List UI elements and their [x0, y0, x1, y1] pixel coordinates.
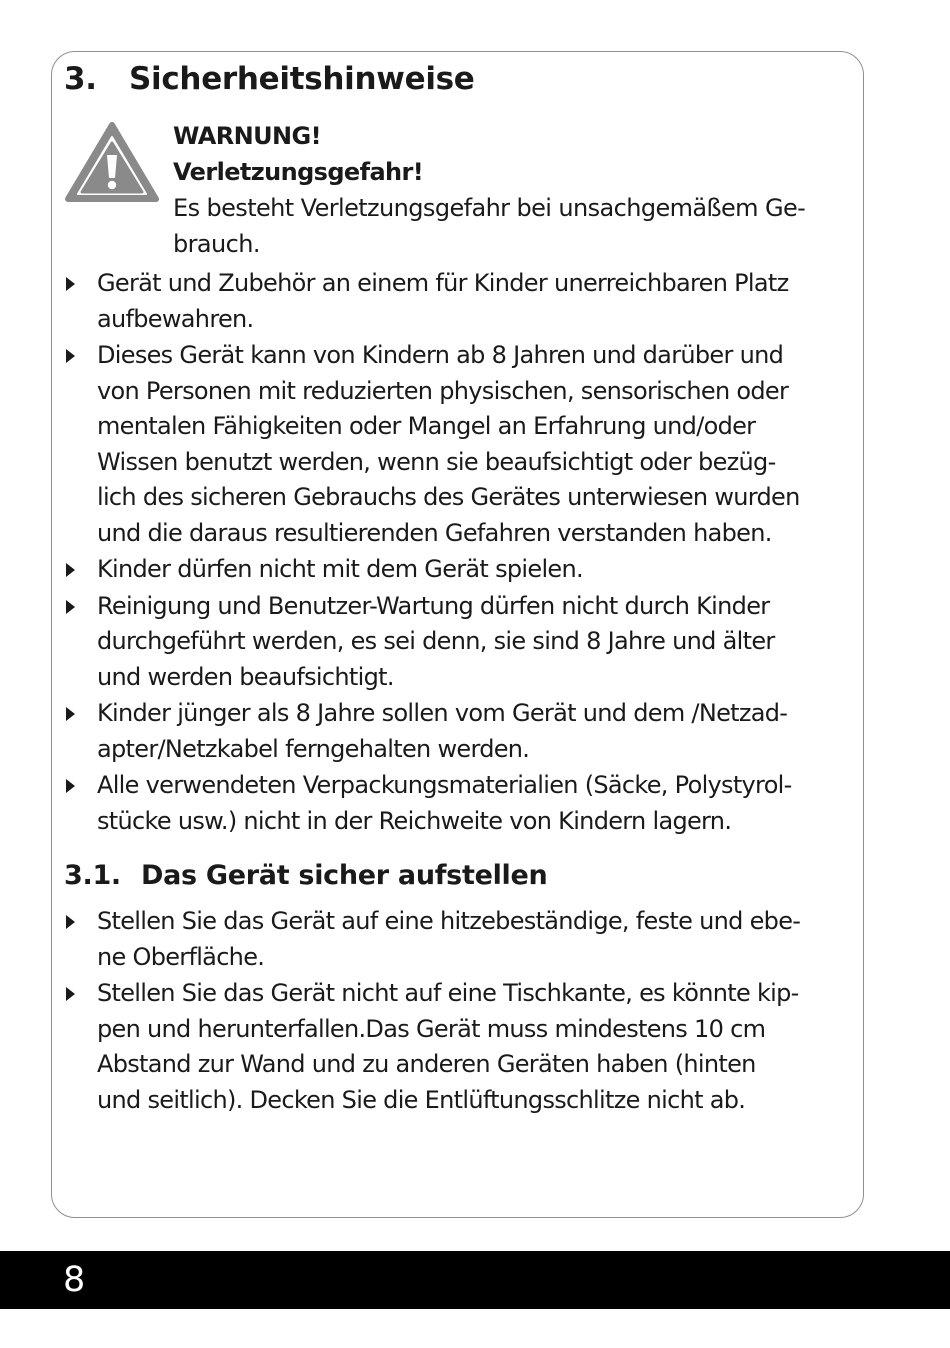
- item-line: Kinder dürfen nicht mit dem Gerät spielen.: [97, 555, 583, 583]
- item-line: aufbewahren.: [97, 304, 254, 333]
- bullet-arrow-icon: [66, 987, 75, 1001]
- bullet-arrow-icon: [66, 915, 75, 929]
- item-line: Alle verwendeten Verpackungsmaterialien (Säcke, Polystyrol-: [97, 771, 792, 799]
- list-item: [66, 266, 856, 337]
- bullet-arrow-icon: [66, 600, 75, 614]
- warning-hazard: Verletzungsgefahr!: [173, 158, 424, 186]
- warning-box: [173, 118, 853, 262]
- bullet-arrow-icon: [66, 779, 75, 793]
- subsection-number: 3.1.: [64, 860, 121, 891]
- list-item: [66, 768, 856, 839]
- footer-bar: [0, 1251, 950, 1309]
- safety-list: [66, 266, 856, 840]
- page-number: 8: [63, 1260, 86, 1300]
- bullet-arrow-icon: [66, 277, 75, 291]
- item-line: und werden beaufsichtigt.: [97, 662, 394, 691]
- subsection-title: Das Gerät sicher aufstellen: [141, 860, 548, 891]
- item-line: stücke usw.) nicht in der Reichweite von Kindern lagern.: [97, 806, 732, 835]
- item-line: Stellen Sie das Gerät nicht auf eine Tischkante, es könnte kip-: [97, 979, 799, 1007]
- item-line: durchgeführt werden, es sei denn, sie sind 8 Jahre und älter: [97, 627, 775, 655]
- list-item: [66, 696, 856, 767]
- list-item: [66, 589, 856, 696]
- item-line: und seitlich). Decken Sie die Entlüftungsschlitze nicht ab.: [97, 1085, 746, 1114]
- item-line: pen und herunterfallen.Das Gerät muss mindestens 10 cm: [97, 1014, 766, 1043]
- item-line: von Personen mit reduzierten physischen, sensorischen oder: [97, 376, 789, 405]
- item-line: apter/Netzkabel ferngehalten werden.: [97, 734, 530, 763]
- list-item: [66, 904, 856, 975]
- item-line: Wissen benutzt werden, wenn sie beaufsichtigt oder bezüg-: [97, 447, 776, 476]
- item-line: lich des sicheren Gebrauchs des Gerätes unterwiesen wurden: [97, 483, 800, 511]
- item-line: mentalen Fähigkeiten oder Mangel an Erfahrung und/oder: [97, 412, 756, 440]
- item-line: Gerät und Zubehör an einem für Kinder unerreichbaren Platz: [97, 269, 789, 297]
- section-number: 3.: [64, 61, 97, 97]
- item-line: und die daraus resultierenden Gefahren verstanden haben.: [97, 518, 772, 547]
- bullet-arrow-icon: [66, 563, 75, 577]
- bullet-arrow-icon: [66, 707, 75, 721]
- item-line: Dieses Gerät kann von Kindern ab 8 Jahren und darüber und: [97, 341, 784, 369]
- item-line: Stellen Sie das Gerät auf eine hitzebeständige, feste und ebe-: [97, 907, 801, 935]
- warning-text-line: Es besteht Verletzungsgefahr bei unsachgemäßem Ge-: [173, 194, 806, 222]
- warning-text-line: brauch.: [173, 230, 260, 258]
- list-item: [66, 976, 856, 1118]
- item-line: Reinigung und Benutzer-Wartung dürfen nicht durch Kinder: [97, 591, 770, 620]
- item-line: Abstand zur Wand und zu anderen Geräten haben (hinten: [97, 1050, 756, 1078]
- section-title: Sicherheitshinweise: [129, 61, 475, 97]
- warning-label: WARNUNG!: [173, 122, 321, 150]
- warning-triangle-icon: [64, 121, 160, 203]
- item-line: Kinder jünger als 8 Jahre sollen vom Gerät und dem /Netzad-: [97, 699, 788, 727]
- bullet-arrow-icon: [66, 349, 75, 363]
- list-item: [66, 552, 856, 588]
- setup-list: [66, 904, 856, 1119]
- item-line: ne Oberfläche.: [97, 942, 265, 971]
- list-item: [66, 338, 856, 551]
